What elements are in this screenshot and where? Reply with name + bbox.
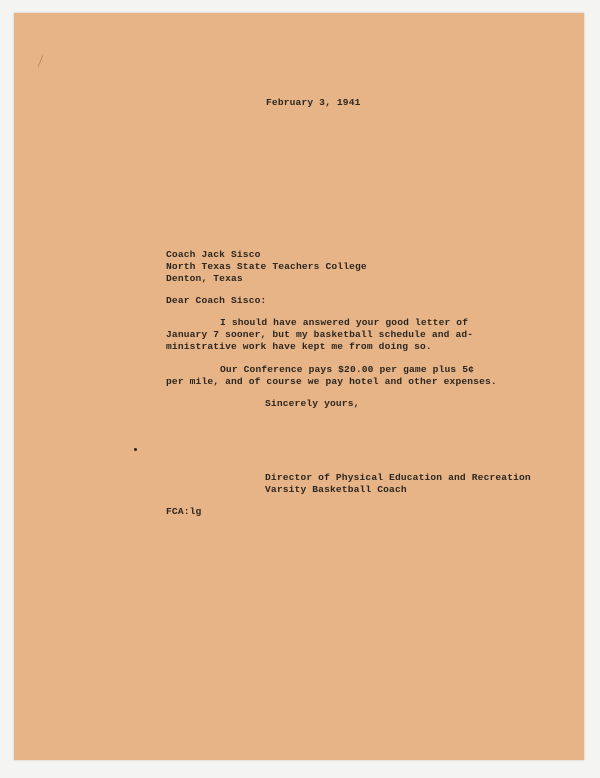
signature-title-line-2: Varsity Basketball Coach: [265, 484, 407, 495]
letter-sheet: [14, 13, 584, 760]
paper-scratch-mark: [38, 55, 43, 67]
recipient-city: Denton, Texas: [166, 273, 243, 284]
signature-title-line-1: Director of Physical Education and Recreation: [265, 472, 531, 483]
ink-speck: [134, 448, 137, 451]
body-paragraph-1-line-2: January 7 sooner, but my basketball schedule and ad-: [166, 329, 474, 340]
body-paragraph-2-line-2: per mile, and of course we pay hotel and other expenses.: [166, 376, 497, 387]
recipient-institution: North Texas State Teachers College: [166, 261, 367, 272]
recipient-name: Coach Jack Sisco: [166, 249, 261, 260]
reference-initials: FCA:lg: [166, 506, 202, 517]
closing: Sincerely yours,: [265, 398, 360, 409]
body-paragraph-1-line-3: ministrative work have kept me from doing so.: [166, 341, 432, 352]
body-paragraph-1-line-1: I should have answered your good letter of: [220, 317, 469, 328]
body-paragraph-2-line-1: Our Conference pays $20.00 per game plus 5¢: [220, 364, 475, 375]
letter-date: February 3, 1941: [266, 97, 361, 108]
salutation: Dear Coach Sisco:: [166, 295, 267, 306]
